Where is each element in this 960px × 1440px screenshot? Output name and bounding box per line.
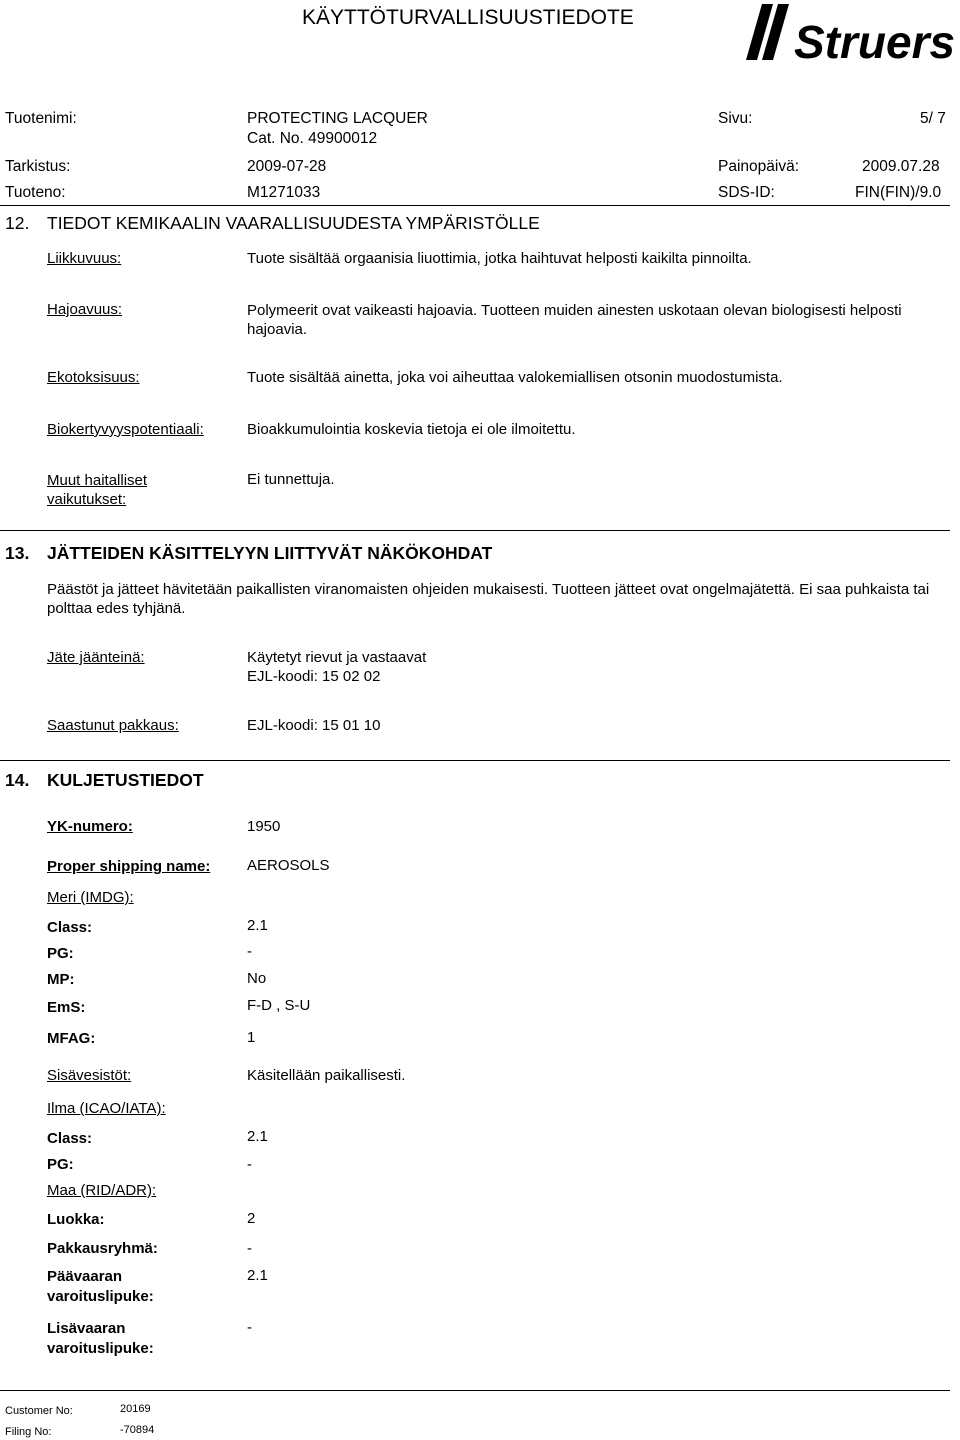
section-14-number: 14. [5,770,30,790]
packing-group-value: - [247,1240,252,1257]
section-14-title: KULJETUSTIEDOT [47,770,204,790]
air-pg-label: PG: [47,1156,74,1173]
customer-number-value: 20169 [120,1403,151,1415]
header-divider [0,205,950,206]
section-13-number: 13. [5,543,30,563]
sea-class-label: Class: [47,919,93,936]
product-name: PROTECTING LACQUER [247,110,428,127]
footer-divider [0,1390,950,1391]
sea-class-value: 2.1 [247,917,268,934]
revision-date: 2009-07-28 [247,158,327,175]
degradability-value: Polymeerit ovat vaikeasti hajoavia. Tuotteen muiden ainesten uskotaan olevan biologisesti helposti hajoavia. [247,302,902,338]
catalog-number: Cat. No. 49900012 [247,130,378,147]
sea-ems-value: F-D , S-U [247,997,311,1014]
mfag-value: 1 [247,1029,256,1046]
un-number-label: YK-numero: [47,818,133,835]
logo-wordmark: Struers [794,16,956,68]
product-name-label: Tuotenimi: [5,110,77,127]
degradability-label: Hajoavuus: [47,301,123,318]
section-13-divider [0,760,950,761]
ecotoxicity-label: Ekotoksisuus: [47,369,140,386]
sea-pg-value: - [247,943,252,960]
residue-waste-value: Käytetyt rievut ja vastaavat [247,649,427,666]
sds-id: FIN(FIN)/9.0 [855,184,942,201]
print-date: 2009.07.28 [862,158,940,175]
contaminated-packaging-label: Saastunut pakkaus: [47,717,179,734]
mobility-value: Tuote sisältää orgaanisia liuottimia, jotka haihtuvat helposti kaikilta pinnoilta. [247,250,752,267]
filing-number-label: Filing No: [5,1426,52,1438]
air-class-label: Class: [47,1130,93,1147]
product-number-label: Tuoteno: [5,184,66,201]
inland-waterways-value: Käsitellään paikallisesti. [247,1067,406,1084]
section-12-title: TIEDOT KEMIKAALIN VAARALLISUUDESTA YMPÄRISTÖLLE [47,213,540,233]
sea-mp-label: MP: [47,971,75,988]
other-effects-value: Ei tunnettuja. [247,471,335,488]
section-12-number: 12. [5,213,30,233]
ecotoxicity-value: Tuote sisältää ainetta, joka voi aiheuttaa valokemiallisen otsonin muodostumista. [247,369,783,386]
sea-transport-label: Meri (IMDG): [47,889,134,906]
section-12-divider [0,530,950,531]
other-effects-label: Muut haitalliset vaikutukset: [47,472,148,508]
mobility-label: Liikkuvuus: [47,250,122,267]
main-hazard-label-line1: Päävaaran [47,1268,123,1285]
air-class-value: 2.1 [247,1128,268,1145]
revision-label: Tarkistus: [5,158,71,175]
sea-ems-label: EmS: [47,999,86,1016]
sds-id-label: SDS-ID: [718,184,775,201]
sub-hazard-value: - [247,1319,252,1336]
residue-waste-label: Jäte jäänteinä: [47,649,145,666]
residue-waste-code: EJL-koodi: 15 02 02 [247,668,381,685]
filing-number-value: -70894 [120,1424,155,1436]
product-number: M1271033 [247,184,321,201]
un-number-value: 1950 [247,818,281,835]
section-13-title: JÄTTEIDEN KÄSITTELYYN LIITTYVÄT NÄKÖKOHDAT [47,543,493,563]
mfag-label: MFAG: [47,1030,96,1047]
bioaccumulation-value: Bioakkumulointia koskevia tietoja ei ole ilmoitettu. [247,421,576,438]
air-pg-value: - [247,1156,252,1173]
page-value: 5/ 7 [920,110,946,127]
proper-shipping-name-label: Proper shipping name: [47,858,211,875]
land-class-label: Luokka: [47,1211,105,1228]
print-date-label: Painopäivä: [718,158,800,175]
land-class-value: 2 [247,1210,256,1227]
page-label: Sivu: [718,110,753,127]
contaminated-packaging-value: EJL-koodi: 15 01 10 [247,717,381,734]
inland-waterways-label: Sisävesistöt: [47,1067,132,1084]
customer-number-label: Customer No: [5,1405,73,1417]
packing-group-label: Pakkausryhmä: [47,1240,158,1257]
sea-mp-value: No [247,970,267,987]
sub-hazard-label-line1: Lisävaaran [47,1320,126,1337]
main-hazard-label-line2: varoituslipuke: [47,1288,154,1305]
main-hazard-value: 2.1 [247,1267,268,1284]
document-title: KÄYTTÖTURVALLISUUSTIEDOTE [302,6,634,29]
struers-logo [742,2,960,68]
sub-hazard-label-line2: varoituslipuke: [47,1340,154,1357]
air-transport-label: Ilma (ICAO/IATA): [47,1100,166,1117]
bioaccumulation-label: Biokertyvyyspotentiaali: [47,421,204,438]
sea-pg-label: PG: [47,945,74,962]
proper-shipping-name-value: AEROSOLS [247,857,330,874]
waste-intro: Päästöt ja jätteet hävitetään paikallisten viranomaisten ohjeiden mukaisesti. Tuotteen jätteet ovat ongelmajätettä. Ei saa puhkaista tai polttaa edes tyhjänä. [47,581,930,617]
road-rail-label: Maa (RID/ADR): [47,1182,157,1199]
